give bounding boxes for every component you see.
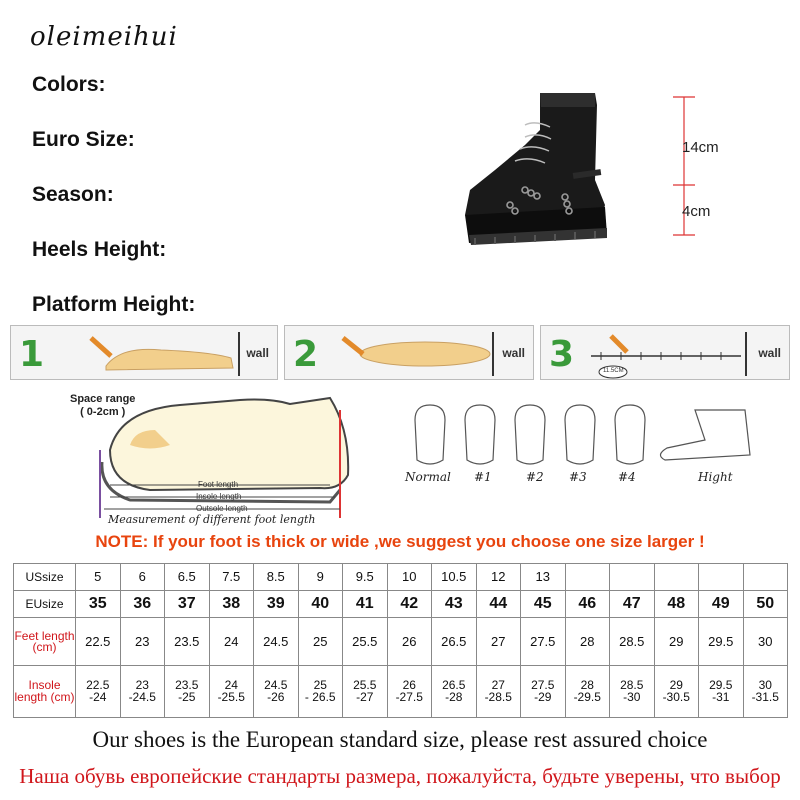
insole-max: -28.5 xyxy=(484,690,512,705)
insole-size-cell xyxy=(565,665,610,717)
foot-type-1: #1 xyxy=(474,470,492,484)
us-size-cell: 12 xyxy=(476,564,521,591)
insole-max: -27 xyxy=(356,690,374,705)
eu-size-header: EUsize xyxy=(14,591,76,618)
measurement-caption: Measurement of different foot length xyxy=(108,513,316,526)
spec-colors-label: Colors: xyxy=(32,73,106,96)
foot-type-4: #4 xyxy=(618,470,636,484)
insole-min: 28 xyxy=(580,678,594,693)
insole-max: -31 xyxy=(712,690,730,705)
table-row-insole xyxy=(14,665,788,717)
us-size-cell xyxy=(565,564,610,591)
us-size-header: USsize xyxy=(14,564,76,591)
insole-max: -29 xyxy=(534,690,552,705)
insole-max: - 26.5 xyxy=(304,690,336,705)
insole-min: 24.5 xyxy=(264,678,288,693)
insole-size-cell xyxy=(387,665,432,717)
ruler-icon xyxy=(541,326,791,381)
step-number: 1 xyxy=(19,334,45,375)
feet-size-cell: 25.5 xyxy=(343,618,388,666)
table-row-eu xyxy=(14,591,788,618)
insole-min: 23.5 xyxy=(175,678,199,693)
eu-size-cell: 35 xyxy=(76,591,121,618)
insole-size-cell xyxy=(343,665,388,717)
eu-size-cell: 49 xyxy=(699,591,744,618)
space-range-value: ( 0-2cm ) xyxy=(80,406,126,418)
us-size-cell: 10 xyxy=(387,564,432,591)
measure-step-3 xyxy=(540,325,790,380)
eu-size-cell: 39 xyxy=(254,591,299,618)
insole-max: -25 xyxy=(178,690,196,705)
footer-russian: Наша обувь европейские стандарты размера, пожалуйста, будьте уверены, что выбор xyxy=(19,764,781,788)
insole-min: 28.5 xyxy=(620,678,644,693)
step-number: 3 xyxy=(549,334,575,375)
measure-step-1 xyxy=(10,325,278,380)
table-row-feet xyxy=(14,618,788,666)
feet-size-cell: 29 xyxy=(654,618,699,666)
foot-type-2: #2 xyxy=(526,470,544,484)
size-note: NOTE: If your foot is thick or wide ,we suggest you choose one size larger ! xyxy=(95,532,705,551)
feet-size-cell: 28 xyxy=(565,618,610,666)
us-size-cell: 13 xyxy=(521,564,566,591)
outsole-length-label: Outsole length xyxy=(196,504,248,513)
us-size-cell: 9 xyxy=(298,564,343,591)
feet-size-cell: 23 xyxy=(120,618,165,666)
eu-size-cell: 40 xyxy=(298,591,343,618)
feet-size-cell: 26.5 xyxy=(432,618,477,666)
wall-label: wall xyxy=(758,346,781,360)
eu-size-cell: 46 xyxy=(565,591,610,618)
insole-max: -28 xyxy=(445,690,463,705)
us-size-cell: 5 xyxy=(76,564,121,591)
table-row-us xyxy=(14,564,788,591)
wall-label: wall xyxy=(502,346,525,360)
insole-min: 27.5 xyxy=(531,678,555,693)
feet-size-cell: 27.5 xyxy=(521,618,566,666)
insole-size-cell xyxy=(432,665,477,717)
insole-max: -31.5 xyxy=(751,690,779,705)
eu-size-cell: 47 xyxy=(610,591,655,618)
feet-size-cell: 25 xyxy=(298,618,343,666)
eu-size-cell: 42 xyxy=(387,591,432,618)
insole-max: -30 xyxy=(623,690,641,705)
insole-size-cell xyxy=(654,665,699,717)
insole-max: -29.5 xyxy=(573,690,601,705)
insole-length-label: Insole length xyxy=(196,492,242,501)
insole-min: 29.5 xyxy=(709,678,733,693)
insole-length-header: Insole length (cm) xyxy=(14,665,76,717)
insole-size-cell xyxy=(610,665,655,717)
spec-euro-size-label: Euro Size: xyxy=(32,128,135,151)
eu-size-cell: 37 xyxy=(165,591,210,618)
spec-heels-height-label: Heels Height: xyxy=(32,238,167,261)
insole-size-cell xyxy=(521,665,566,717)
insole-size-cell xyxy=(476,665,521,717)
heel-height-label: 4cm xyxy=(682,203,711,220)
insole-min: 25.5 xyxy=(353,678,377,693)
insole-size-cell xyxy=(254,665,299,717)
us-size-cell: 8.5 xyxy=(254,564,299,591)
us-size-cell xyxy=(743,564,788,591)
foot-type-3: #3 xyxy=(569,470,587,484)
brand-logo: oleimeihui xyxy=(30,22,178,52)
space-range-title: Space range xyxy=(70,393,136,405)
insole-max: -24 xyxy=(89,690,107,705)
us-size-cell xyxy=(610,564,655,591)
us-size-cell xyxy=(654,564,699,591)
feet-length-header: Feet length (cm) xyxy=(14,618,76,666)
eu-size-cell: 45 xyxy=(521,591,566,618)
wall-label: wall xyxy=(246,346,269,360)
measure-step-2 xyxy=(284,325,534,380)
insole-size-cell xyxy=(743,665,788,717)
insole-min: 22.5 xyxy=(86,678,110,693)
feet-size-cell: 24.5 xyxy=(254,618,299,666)
eu-size-cell: 38 xyxy=(209,591,254,618)
foot-length-label: Foot length xyxy=(198,480,239,489)
insole-size-cell xyxy=(165,665,210,717)
us-size-cell: 6.5 xyxy=(165,564,210,591)
footer-english: Our shoes is the European standard size, please rest assured choice xyxy=(92,727,708,752)
feet-size-cell: 26 xyxy=(387,618,432,666)
us-size-cell: 9.5 xyxy=(343,564,388,591)
ruler-length-label: 11.5CM xyxy=(603,368,624,374)
insole-min: 25 xyxy=(313,678,327,693)
insole-size-cell xyxy=(699,665,744,717)
eu-size-cell: 44 xyxy=(476,591,521,618)
space-range-label xyxy=(70,393,135,419)
us-size-cell xyxy=(699,564,744,591)
insole-min: 27 xyxy=(491,678,505,693)
insole-max: -30.5 xyxy=(662,690,690,705)
step-number: 2 xyxy=(293,334,319,375)
insole-min: 26.5 xyxy=(442,678,466,693)
foot-side-icon xyxy=(11,326,279,381)
us-size-cell: 6 xyxy=(120,564,165,591)
foot-types-diagram xyxy=(405,400,765,470)
insole-max: -26 xyxy=(267,690,285,705)
insole-max: -24.5 xyxy=(128,690,156,705)
insole-min: 29 xyxy=(669,678,683,693)
us-size-cell: 7.5 xyxy=(209,564,254,591)
eu-size-cell: 48 xyxy=(654,591,699,618)
feet-size-cell: 24 xyxy=(209,618,254,666)
feet-size-cell: 27 xyxy=(476,618,521,666)
size-table xyxy=(13,563,788,718)
boot-product-image xyxy=(455,85,625,250)
us-size-cell: 10.5 xyxy=(432,564,477,591)
spec-platform-height-label: Platform Height: xyxy=(32,293,196,316)
spec-season-label: Season: xyxy=(32,183,114,206)
feet-size-cell: 30 xyxy=(743,618,788,666)
insole-min: 23 xyxy=(135,678,149,693)
insole-size-cell xyxy=(298,665,343,717)
eu-size-cell: 36 xyxy=(120,591,165,618)
eu-size-cell: 41 xyxy=(343,591,388,618)
insole-min: 24 xyxy=(224,678,238,693)
insole-max: -27.5 xyxy=(395,690,423,705)
foot-top-icon xyxy=(285,326,535,381)
insole-min: 30 xyxy=(758,678,772,693)
feet-size-cell: 29.5 xyxy=(699,618,744,666)
foot-type-normal: Normal xyxy=(405,470,451,484)
insole-min: 26 xyxy=(402,678,416,693)
insole-size-cell xyxy=(120,665,165,717)
eu-size-cell: 50 xyxy=(743,591,788,618)
eu-size-cell: 43 xyxy=(432,591,477,618)
insole-max: -25.5 xyxy=(217,690,245,705)
feet-size-cell: 28.5 xyxy=(610,618,655,666)
upper-height-label: 14cm xyxy=(682,139,719,156)
feet-size-cell: 23.5 xyxy=(165,618,210,666)
feet-size-cell: 22.5 xyxy=(76,618,121,666)
foot-type-hight: Hight xyxy=(698,470,733,484)
insole-size-cell xyxy=(209,665,254,717)
insole-size-cell xyxy=(76,665,121,717)
